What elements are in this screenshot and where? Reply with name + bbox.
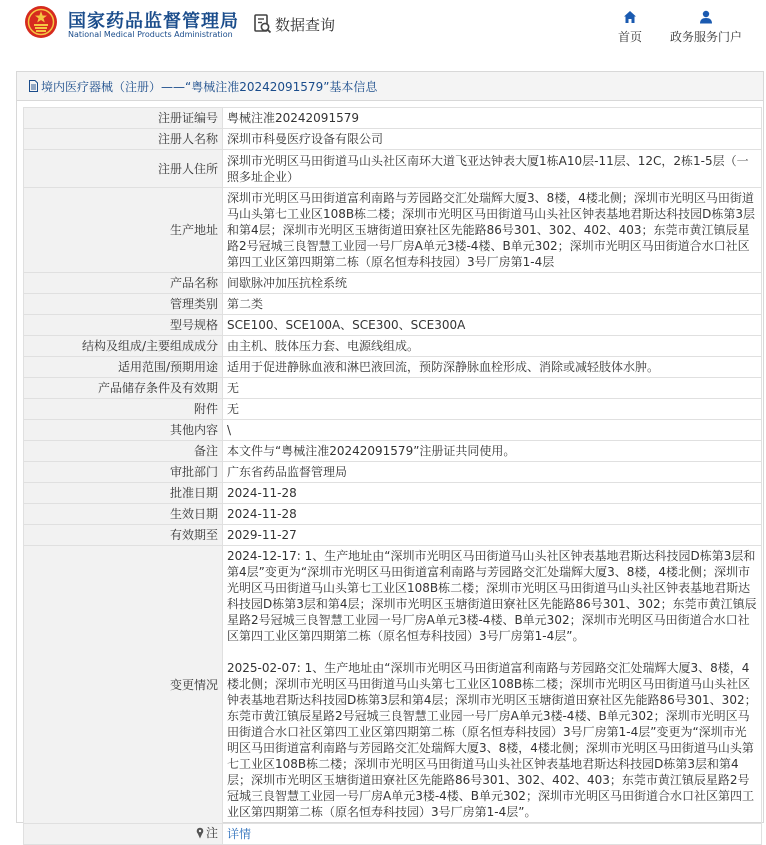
field-value: \ xyxy=(223,420,762,441)
table-row xyxy=(24,129,762,150)
panel-header xyxy=(17,72,763,101)
home-icon xyxy=(623,10,637,24)
field-value: 由主机、肢体压力套、电源线组成。 xyxy=(223,336,762,357)
table-row xyxy=(24,483,762,504)
field-value: SCE100、SCE100A、SCE300、SCE300A xyxy=(223,315,762,336)
field-label: 其他内容 xyxy=(24,420,223,441)
table-row xyxy=(24,441,762,462)
field-value: 深圳市光明区马田街道富利南路与芳园路交汇处瑞辉大厦3、8楼，4楼北侧；深圳市光明区马田街道马山头第七工业区108B栋二楼；深圳市光明区马田街道马山头社区钟表基地君斯达科技园D栋第3层和第4层；深圳市光明区玉塘街道田寮社区先能路86号301、302、402、403；东莞市黄江镇辰星路2号冠城三良智慧工业园一号厂房A单元3楼-4楼、B单元302；深圳市光明区马田街道合水口社区第四工业区第四期第二栋（原名恒寿科技园）3号厂房第1-4层 xyxy=(223,188,762,273)
field-value: 间歇脉冲加压抗栓系统 xyxy=(223,273,762,294)
field-label: 变更情况 xyxy=(24,546,223,824)
table-row xyxy=(24,420,762,441)
detail-table xyxy=(23,107,762,845)
table-row xyxy=(24,188,762,273)
field-label: 适用范围/预期用途 xyxy=(24,357,223,378)
nav-services-label: 政务服务门户 xyxy=(669,30,742,44)
note-label xyxy=(24,824,223,845)
nav-home-label: 首页 xyxy=(617,30,642,44)
change-history xyxy=(223,546,762,824)
data-query-link[interactable] xyxy=(254,13,335,35)
user-icon xyxy=(699,10,713,24)
national-emblem-icon xyxy=(24,5,58,39)
pin-icon xyxy=(195,827,205,839)
table-row xyxy=(24,294,762,315)
change-entry: 2024-12-17: 1、生产地址由“深圳市光明区马田街道马山头社区钟表基地君斯达科技园D栋第3层和第4层”变更为“深圳市光明区马田街道富利南路与芳园路交汇处瑞辉大厦3、8楼，4楼北侧；深圳市光明区马田街道马山头第七工业区108B栋二楼；深圳市光明区马田街道马山头社区钟表基地君斯达科技园D栋第3层和第4层；深圳市光明区玉塘街道田寮社区先能路86号301、302；东莞市黄江镇辰星路2号冠城三良智慧工业园一号厂房A单元3楼-4楼、B单元302；深圳市光明区马田街道合水口社区第四工业区第四期第二栋（原名恒寿科技园）3号厂房第1-4层”。 xyxy=(227,549,757,643)
field-label: 注册证编号 xyxy=(24,108,223,129)
field-value: 粤械注准20242091579 xyxy=(223,108,762,129)
table-row xyxy=(24,336,762,357)
field-label: 产品储存条件及有效期 xyxy=(24,378,223,399)
field-label: 备注 xyxy=(24,441,223,462)
field-label: 注册人住所 xyxy=(24,150,223,188)
nav-home[interactable] xyxy=(614,10,646,45)
table-row xyxy=(24,525,762,546)
field-value: 2024-11-28 xyxy=(223,483,762,504)
panel-title: 境内医疗器械（注册）——“粤械注准20242091579”基本信息 xyxy=(41,79,378,94)
field-label: 型号规格 xyxy=(24,315,223,336)
site-header xyxy=(0,0,766,50)
field-value: 第二类 xyxy=(223,294,762,315)
detail-panel xyxy=(16,71,764,841)
table-row xyxy=(24,546,762,824)
field-label: 结构及组成/主要组成成分 xyxy=(24,336,223,357)
data-query-label: 数据查询 xyxy=(275,15,336,34)
field-label: 管理类别 xyxy=(24,294,223,315)
table-row xyxy=(24,399,762,420)
table-row xyxy=(24,315,762,336)
field-value: 深圳市科曼医疗设备有限公司 xyxy=(223,129,762,150)
field-value: 2024-11-28 xyxy=(223,504,762,525)
field-label: 审批部门 xyxy=(24,462,223,483)
nav-services[interactable] xyxy=(668,10,744,45)
field-label: 产品名称 xyxy=(24,273,223,294)
field-value: 2029-11-27 xyxy=(223,525,762,546)
site-title-english: National Medical Products Administration xyxy=(68,30,233,39)
field-value: 适用于促进静脉血液和淋巴液回流，预防深静脉血栓形成、消除或减轻肢体水肿。 xyxy=(223,357,762,378)
table-row xyxy=(24,504,762,525)
details-link[interactable]: 详情 xyxy=(227,827,252,841)
field-value: 无 xyxy=(223,378,762,399)
field-label: 注册人名称 xyxy=(24,129,223,150)
field-value: 无 xyxy=(223,399,762,420)
field-value: 本文件与“粤械注准20242091579”注册证共同使用。 xyxy=(223,441,762,462)
document-icon xyxy=(28,80,39,92)
field-label: 有效期至 xyxy=(24,525,223,546)
field-value: 广东省药品监督管理局 xyxy=(223,462,762,483)
field-label: 批准日期 xyxy=(24,483,223,504)
table-row xyxy=(24,273,762,294)
field-label: 生产地址 xyxy=(24,188,223,273)
site-title[interactable]: 国家药品监督管理局 xyxy=(68,11,239,32)
field-label: 附件 xyxy=(24,399,223,420)
field-value xyxy=(223,824,762,845)
table-row xyxy=(24,150,762,188)
document-search-icon xyxy=(254,14,272,34)
table-row xyxy=(24,108,762,129)
field-label: 生效日期 xyxy=(24,504,223,525)
table-row xyxy=(24,357,762,378)
field-value: 深圳市光明区马田街道马山头社区南环大道飞亚达钟表大厦1栋A10层-11层、12C，2栋1-5层（一照多址企业） xyxy=(223,150,762,188)
table-row xyxy=(24,462,762,483)
change-entry: 2025-02-07: 1、生产地址由“深圳市光明区马田街道富利南路与芳园路交汇处瑞辉大厦3、8楼，4楼北侧；深圳市光明区马田街道马山头第七工业区108B栋二楼；深圳市光明区马田街道马山头社区钟表基地君斯达科技园D栋第3层和第4层；深圳市光明区玉塘街道田寮社区先能路86号301、302；东莞市黄江镇辰星路2号冠城三良智慧工业园一号厂房A单元3楼-4楼、B单元302；深圳市光明区马田街道合水口社区第四工业区第四期第二栋（原名恒寿科技园）3号厂房第1-4层”变更为“深圳市光明区马田街道富利南路与芳园路交汇处瑞辉大厦3、8楼，4楼北侧；深圳市光明区马田街道马山头第七工业区108B栋二楼；深圳市光明区马田街道马山头社区钟表基地君斯达科技园D栋第3层和第4层；深圳市光明区玉塘街道田寮社区先能路86号301、302、402、403；东莞市黄江镇辰星路2号冠城三良智慧工业园一号厂房A单元3楼-4楼、B单元302；深圳市光明区马田街道合水口社区第四工业区第四期第二栋（原名恒寿科技园）3号厂房第1-4层”。 xyxy=(227,661,757,819)
table-row xyxy=(24,378,762,399)
note-label-text: 注 xyxy=(205,826,218,840)
table-row xyxy=(24,824,762,845)
